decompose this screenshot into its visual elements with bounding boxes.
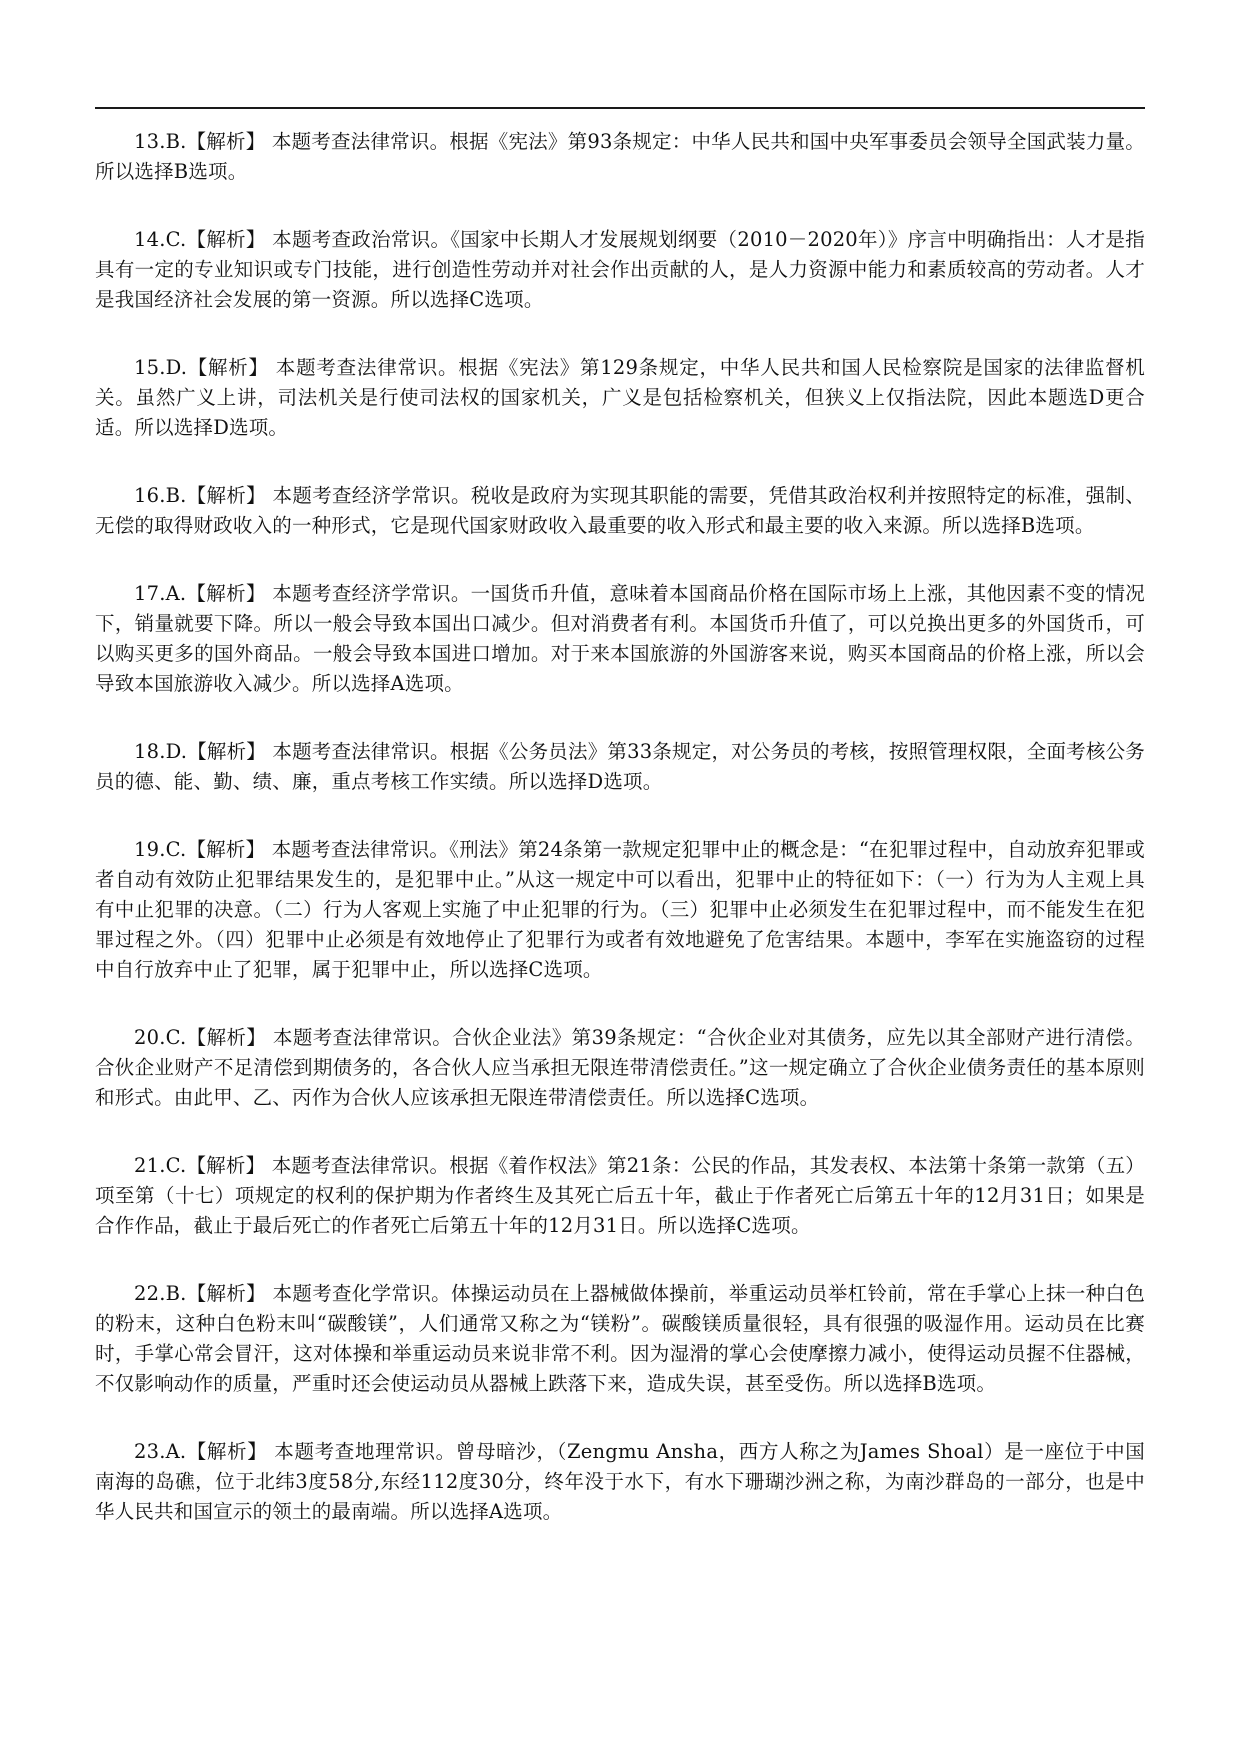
answer-item-23: 23.A.【解析】 本题考查地理常识。曾母暗沙，（Zengmu Ansha，西方人称之为James Shoal）是一座位于中国南海的岛礁，位于北纬3度58分,东经112度30分，终年没于水下，有水下珊瑚沙洲之称，为南沙群岛的一部分，也是中华人民共和国宣示的领土的最南端。所以选择A选项。 xyxy=(95,1440,1145,1523)
answer-list xyxy=(95,127,1145,1565)
header-rule xyxy=(95,107,1145,109)
answer-item-22: 22.B.【解析】 本题考查化学常识。体操运动员在上器械做体操前，举重运动员举杠铃前，常在手掌心上抹一种白色的粉末，这种白色粉末叫“碳酸镁”，人们通常又称之为“镁粉”。碳酸镁质量很轻，具有很强的吸湿作用。运动员在比赛时，手掌心常会冒汗，这对体操和举重运动员来说非常不利。因为湿滑的掌心会使摩擦力减小，使得运动员握不住器械，不仅影响动作的质量，严重时还会使运动员从器械上跌落下来，造成失误，甚至受伤。所以选择B选项。 xyxy=(95,1282,1145,1395)
answer-item-18: 18.D.【解析】 本题考查法律常识。根据《公务员法》第33条规定，对公务员的考核，按照管理权限，全面考核公务员的德、能、勤、绩、廉，重点考核工作实绩。所以选择D选项。 xyxy=(95,740,1145,793)
answer-item-21: 21.C.【解析】 本题考查法律常识。根据《着作权法》第21条：公民的作品，其发表权、本法第十条第一款第（五）项至第（十七）项规定的权利的保护期为作者终生及其死亡后五十年，截止于作者死亡后第五十年的12月31日；如果是合作作品，截止于最后死亡的作者死亡后第五十年的12月31日。所以选择C选项。 xyxy=(95,1154,1145,1237)
answer-item-13: 13.B.【解析】 本题考查法律常识。根据《宪法》第93条规定：中华人民共和国中央军事委员会领导全国武装力量。所以选择B选项。 xyxy=(95,130,1145,183)
answer-item-20: 20.C.【解析】 本题考查法律常识。合伙企业法》第39条规定：“合伙企业对其债务，应先以其全部财产进行清偿。合伙企业财产不足清偿到期债务的，各合伙人应当承担无限连带清偿责任。”这一规定确立了合伙企业债务责任的基本原则和形式。由此甲、乙、丙作为合伙人应该承担无限连带清偿责任。所以选择C选项。 xyxy=(95,1026,1145,1109)
answer-item-16: 16.B.【解析】 本题考查经济学常识。税收是政府为实现其职能的需要，凭借其政治权利并按照特定的标准，强制、无偿的取得财政收入的一种形式，它是现代国家财政收入最重要的收入形式和最主要的收入来源。所以选择B选项。 xyxy=(95,484,1145,537)
answer-item-15: 15.D.【解析】 本题考查法律常识。根据《宪法》第129条规定，中华人民共和国人民检察院是国家的法律监督机关。虽然广义上讲，司法机关是行使司法权的国家机关，广义是包括检察机关，但狭义上仅指法院，因此本题选D更合适。所以选择D选项。 xyxy=(95,356,1145,439)
answer-item-14: 14.C.【解析】 本题考查政治常识。《国家中长期人才发展规划纲要（2010－2020年）》序言中明确指出：人才是指具有一定的专业知识或专门技能，进行创造性劳动并对社会作出贡献的人，是人力资源中能力和素质较高的劳动者。人才是我国经济社会发展的第一资源。所以选择C选项。 xyxy=(95,228,1145,311)
answer-item-17: 17.A.【解析】 本题考查经济学常识。一国货币升值，意味着本国商品价格在国际市场上上涨，其他因素不变的情况下，销量就要下降。所以一般会导致本国出口减少。但对消费者有利。本国货币升值了，可以兑换出更多的外国货币，可以购买更多的国外商品。一般会导致本国进口增加。对于来本国旅游的外国游客来说，购买本国商品的价格上涨，所以会导致本国旅游收入减少。所以选择A选项。 xyxy=(95,582,1145,695)
answer-item-19: 19.C.【解析】 本题考查法律常识。《刑法》第24条第一款规定犯罪中止的概念是：“在犯罪过程中，自动放弃犯罪或者自动有效防止犯罪结果发生的，是犯罪中止。”从这一规定中可以看出，犯罪中止的特征如下：（一）行为为人主观上具有中止犯罪的决意。（二）行为人客观上实施了中止犯罪的行为。（三）犯罪中止必须发生在犯罪过程中，而不能发生在犯罪过程之外。（四）犯罪中止必须是有效地停止了犯罪行为或者有效地避免了危害结果。本题中，李军在实施盗窃的过程中自行放弃中止了犯罪，属于犯罪中止，所以选择C选项。 xyxy=(95,838,1145,981)
